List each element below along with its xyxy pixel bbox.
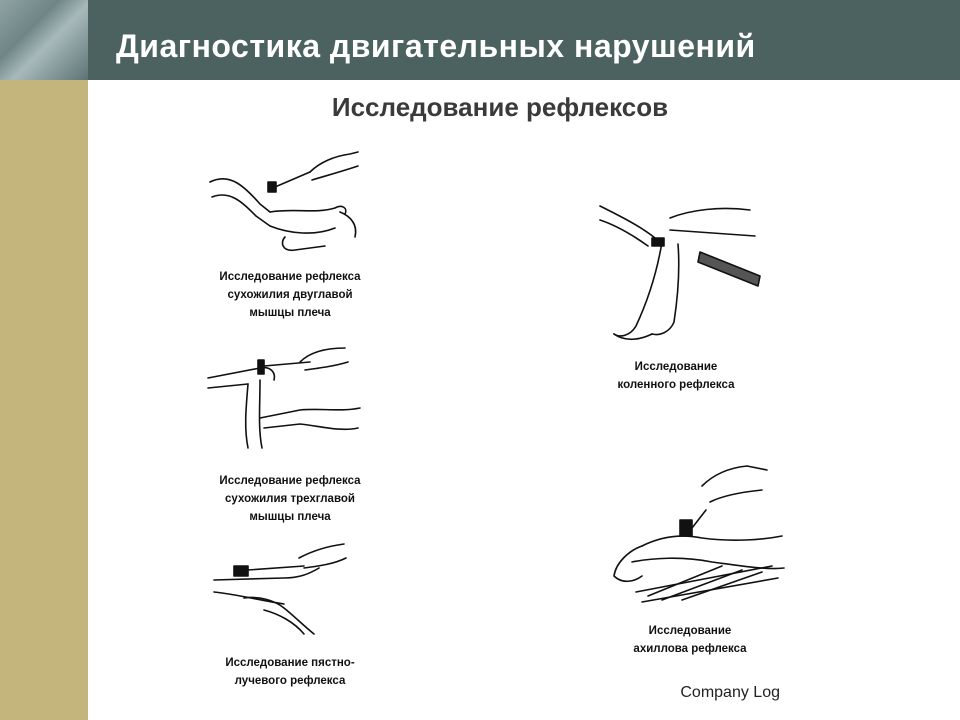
- caption-line: коленного рефлекса: [617, 379, 735, 391]
- knee-reflex-caption: [576, 358, 776, 394]
- carporadial-reflex-illustration: [204, 538, 370, 638]
- triceps-reflex-caption: [190, 472, 390, 526]
- caption-line: лучевого рефлекса: [234, 675, 346, 687]
- biceps-reflex-caption: [190, 268, 390, 322]
- slide-title: Диагностика двигательных нарушений: [116, 28, 756, 64]
- caption-line: мышцы плеча: [249, 511, 331, 523]
- achilles-reflex-caption: [590, 622, 790, 658]
- caption-line: Исследование пястно-: [225, 657, 355, 669]
- caption-line: ахиллова рефлекса: [633, 643, 747, 655]
- caption-line: сухожилия трехглавой: [225, 493, 355, 505]
- caption-line: Исследование: [648, 625, 732, 637]
- triceps-reflex-illustration: [200, 338, 370, 456]
- company-logo-text: Company Log: [680, 684, 780, 701]
- caption-line: Исследование рефлекса: [219, 271, 361, 283]
- sidebar-bar: [0, 80, 88, 720]
- caption-line: сухожилия двуглавой: [227, 289, 353, 301]
- slide-subtitle: Исследование рефлексов: [331, 92, 669, 122]
- caption-line: мышцы плеча: [249, 307, 331, 319]
- caption-line: Исследование: [634, 361, 718, 373]
- caption-line: Исследование рефлекса: [219, 475, 361, 487]
- carporadial-reflex-caption: [190, 654, 390, 690]
- achilles-reflex-illustration: [602, 446, 788, 614]
- header-photo: [0, 0, 88, 80]
- knee-reflex-illustration: [580, 186, 770, 350]
- biceps-reflex-illustration: [200, 142, 370, 260]
